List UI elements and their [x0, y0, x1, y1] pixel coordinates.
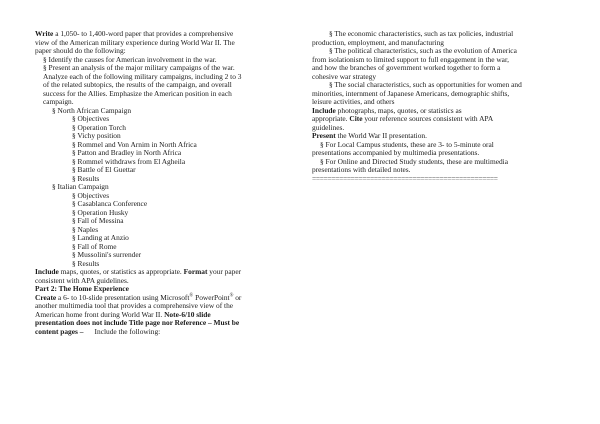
appropriate-text: appropriate. [312, 114, 350, 123]
include-keyword: Include [35, 267, 59, 276]
bullet-local-campus: presentations accompanied by multimedia presentations. [312, 148, 480, 157]
bullet-political: § The political characteristics, such as the evolution of America [329, 46, 517, 55]
bullet-local-campus: § For Local Campus students, these are 3- to 5-minute oral [320, 139, 494, 149]
content-pages-line [35, 328, 297, 337]
registered-mark: ® [229, 293, 234, 299]
separator-line: ================================================ [312, 173, 498, 183]
list-item: § Patton and Bradley in North Africa [72, 148, 182, 157]
bullet-online: § For Online and Directed Study students, these are multimedia [320, 156, 509, 166]
create-text: a 6- to 10-slide presentation using Microsoft [56, 292, 190, 302]
include-following-text: Include the following: [83, 326, 161, 336]
bullet-social: leisure activities, and others [312, 97, 395, 106]
bullet-analysis: § Present an analysis of the major military campaigns of the war. [43, 63, 235, 72]
write-keyword: Write [35, 29, 54, 38]
intro-line: view of the American military experience during World War II. The [35, 37, 235, 47]
list-item: § Vichy position [72, 131, 121, 140]
bullet-economic: § The economic characteristics, such as tax policies, industrial [329, 29, 514, 38]
present-text: the World War II presentation. [335, 131, 427, 140]
list-item: § Rommel and Von Arnim in North Africa [72, 139, 197, 149]
list-item: § Operation Torch [72, 122, 126, 132]
note-text: Note-6/10 slide [164, 309, 211, 319]
list-item: § Objectives [72, 190, 110, 200]
campaign-north-africa: § North African Campaign [52, 105, 132, 115]
include-keyword: Include [312, 105, 336, 115]
list-item: § Fall of Messina [72, 216, 124, 225]
bullet-political: and how the branches of government worked together to form a [312, 63, 501, 72]
bullet-analysis: campaign. [43, 97, 74, 106]
cite-text: your reference sources consistent with APA [362, 114, 494, 123]
apa-line: consistent with APA guidelines. [35, 275, 129, 285]
guidelines-line: guidelines. [312, 122, 345, 132]
bullet-economic: production, employment, and manufacturing [312, 37, 444, 47]
bullet-analysis: success for the Allies. Emphasize the American position in each [43, 88, 232, 98]
registered-mark: ® [189, 293, 194, 299]
content-pages-text: content pages – [35, 326, 84, 336]
cite-keyword: Cite [349, 114, 363, 123]
bullet-political: from isolationism to limited support to full engagement in the war, [312, 54, 509, 64]
list-item: § Landing at Anzio [72, 233, 129, 242]
intro-line: paper should do the following: [35, 46, 126, 55]
create-text: American home front during World War II. [35, 309, 165, 319]
bullet-analysis: Analyze each of the following military campaigns, including 2 to 3 [43, 71, 242, 81]
campaign-italian: § Italian Campaign [52, 182, 109, 191]
cite-line [312, 115, 574, 124]
create-keyword: Create [35, 292, 57, 302]
list-item: § Battle of El Guettar [72, 165, 136, 174]
bullet-social: § The social characteristics, such as opportunities for women and [329, 80, 522, 89]
list-item: § Operation Husky [72, 207, 129, 217]
bullet-political: cohesive war strategy [312, 71, 377, 81]
list-item: § Objectives [72, 114, 110, 123]
include-text: maps, quotes, or statistics as appropriate. [58, 267, 184, 276]
list-item: § Casablanca Conference [72, 199, 148, 208]
intro-text: a 1,050- to 1,400-word paper that provides a comprehensive [53, 29, 234, 38]
list-item: § Naples [72, 224, 99, 234]
bullet-social: minorities, internment of Japanese Americans, demographic shifts, [312, 88, 510, 98]
powerpoint-text: PowerPoint [193, 292, 230, 302]
bullet-online: presentations with detailed notes. [312, 165, 411, 174]
list-item: § Fall of Rome [72, 241, 117, 251]
list-item: § Mussolini's surrender [72, 250, 142, 259]
format-keyword: Format [183, 267, 208, 276]
part2-heading: Part 2: The Home Experience [35, 284, 129, 293]
create-line: another multimedia tool that provides a comprehensive view of the [35, 301, 234, 310]
create-or-text: or [233, 292, 242, 302]
format-text: your paper [207, 267, 242, 276]
list-item: § Results [72, 258, 100, 268]
right-column [312, 30, 574, 183]
note-text: presentation does not include Title page nor Reference – Must be [35, 318, 240, 327]
list-item: § Rommel withdraws from El Agheila [72, 156, 186, 166]
bullet-analysis: of the related subtopics, the results of the campaign, and overall [43, 80, 232, 89]
present-keyword: Present [312, 131, 336, 140]
left-column [35, 30, 297, 336]
list-item: § Results [72, 173, 100, 183]
bullet-causes: § Identify the causes for American involvement in the war. [43, 54, 217, 64]
include-text: photographs, maps, quotes, or statistics as [335, 105, 462, 115]
